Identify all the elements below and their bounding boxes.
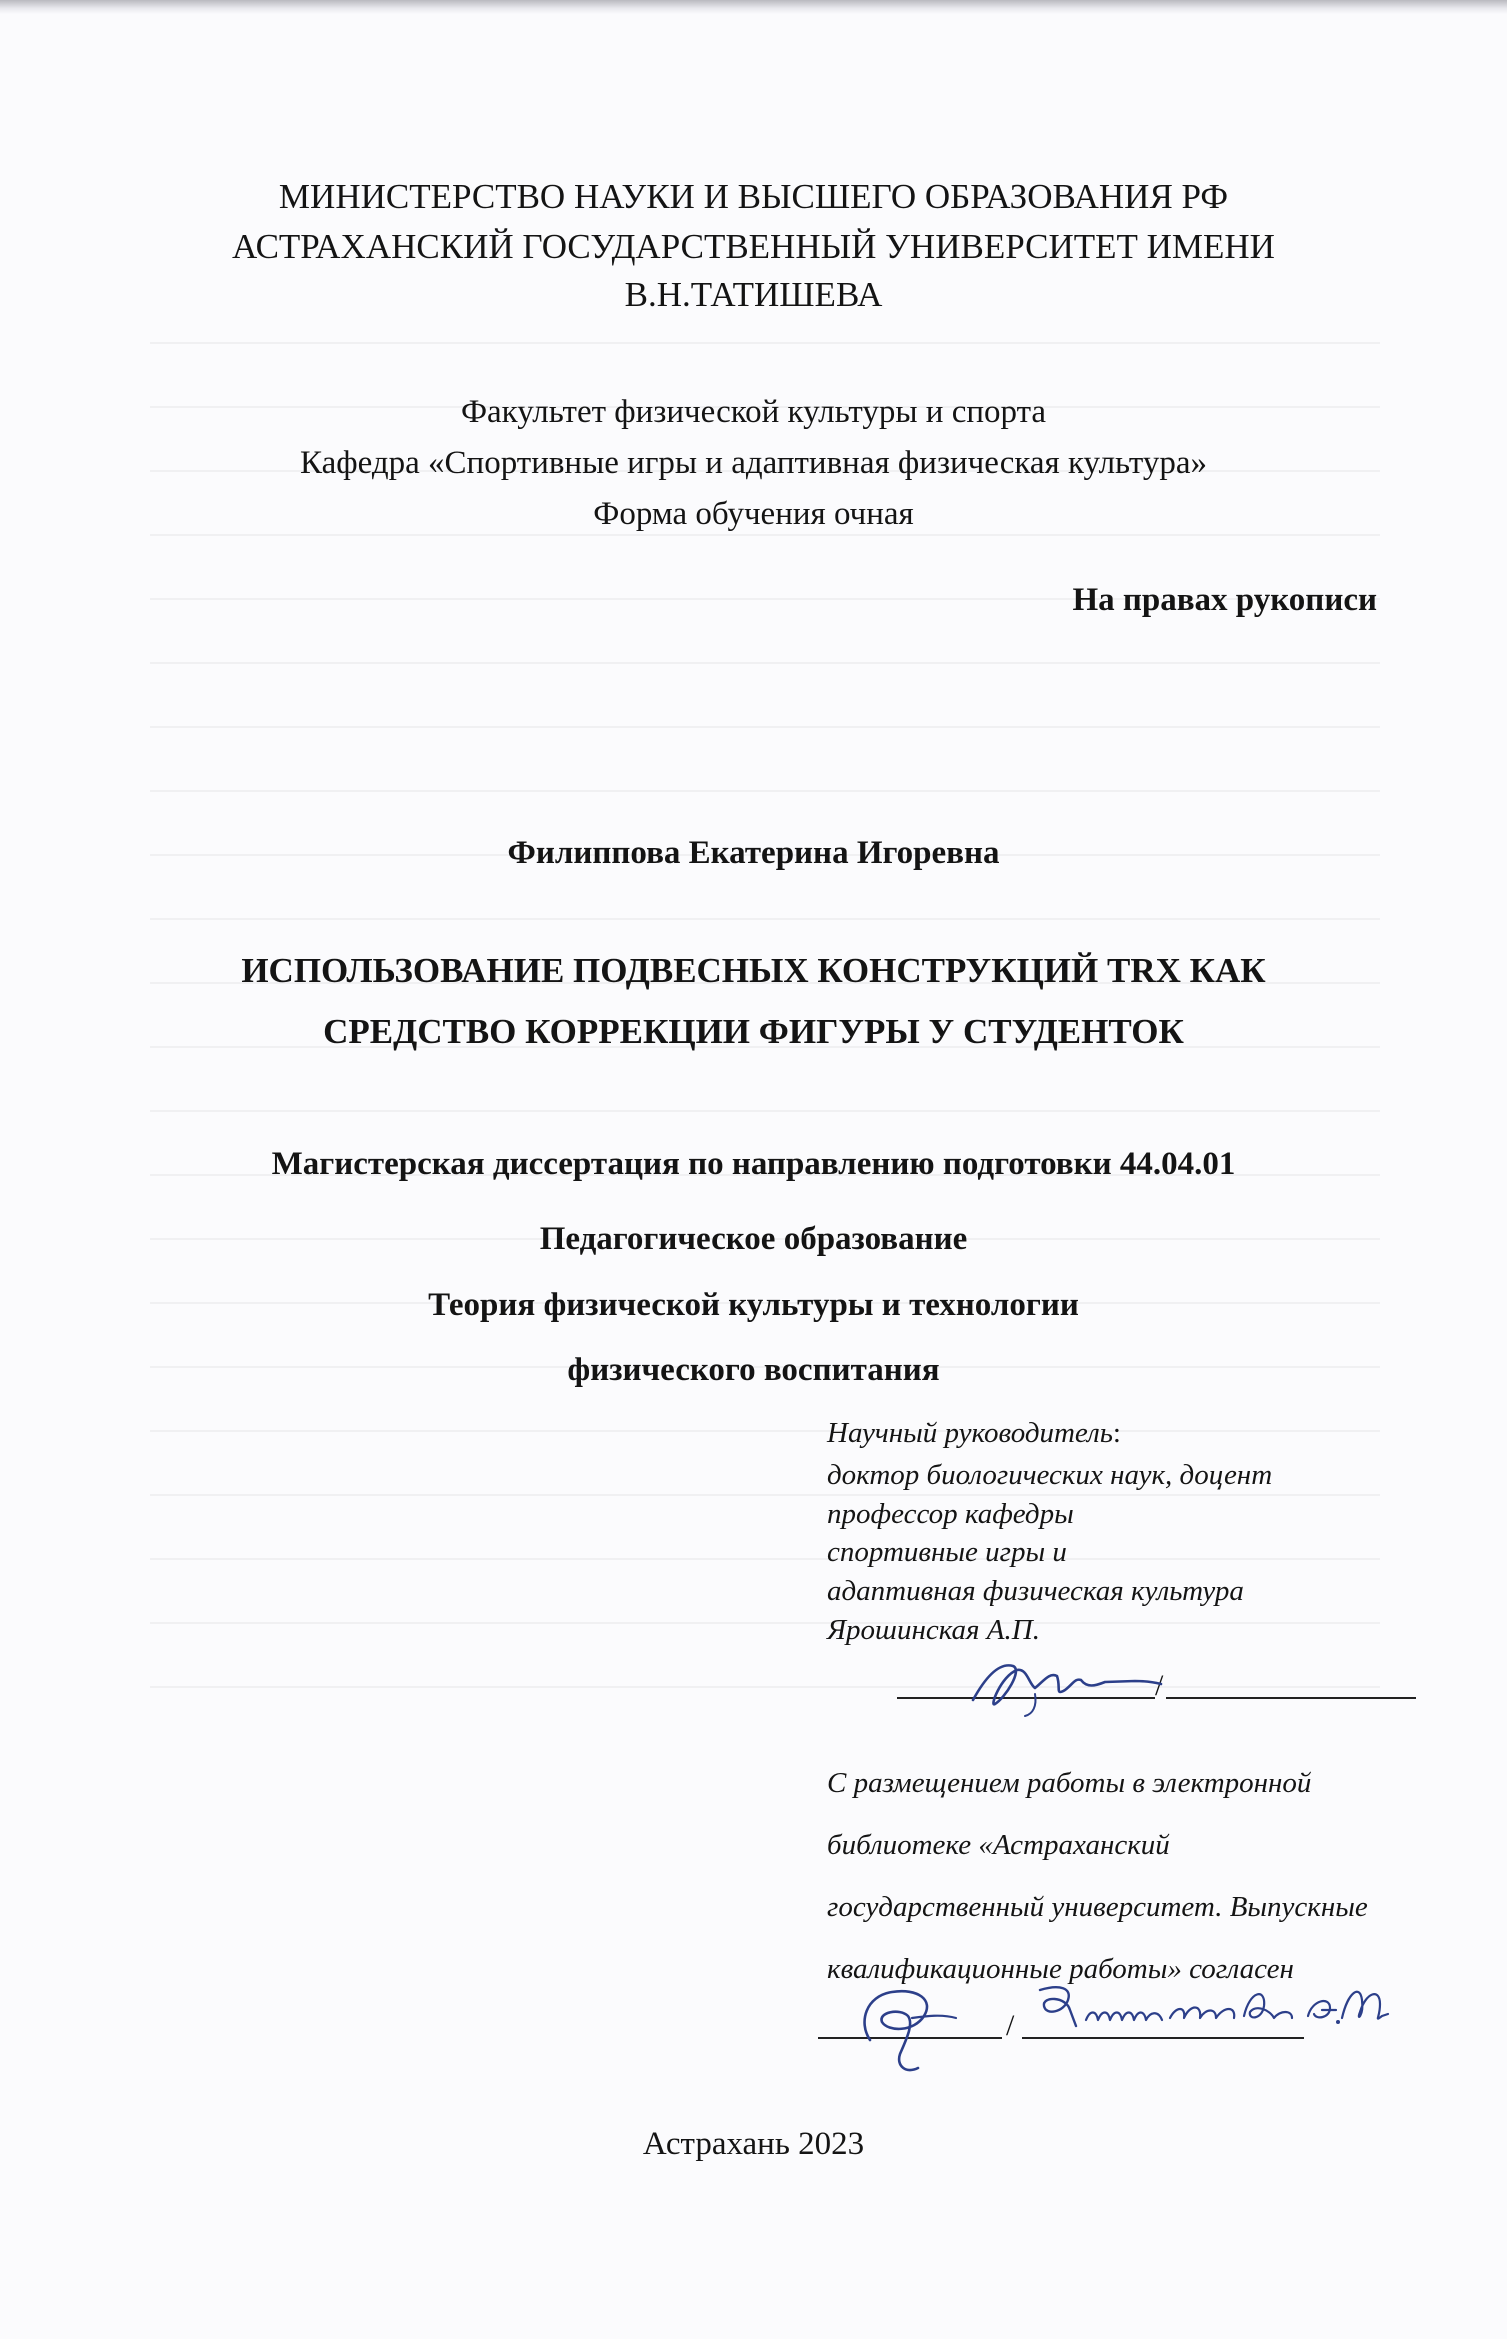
study-form-line: Форма обучения очная: [593, 496, 914, 532]
ministry-line: МИНИСТЕРСТВО НАУКИ И ВЫСШЕГО ОБРАЗОВАНИЯ РФ: [278, 177, 1229, 216]
supervisor-label: Научный руководитель: [827, 1417, 1113, 1449]
supervisor-department-1: спортивные игры и: [827, 1536, 1067, 1568]
thesis-title-line-1: ИСПОЛЬЗОВАНИЕ ПОДВЕСНЫХ КОНСТРУКЦИЙ TRX КАК: [241, 951, 1266, 990]
consent-line-4: квалификационные работы» согласен: [827, 1953, 1294, 1985]
department-line: Кафедра «Спортивные игры и адаптивная физическая культура»: [300, 445, 1207, 481]
faculty-line: Факультет физической культуры и спорта: [460, 394, 1047, 430]
consent-line-1: С размещением работы в электронной: [827, 1767, 1312, 1799]
direction-line: Педагогическое образование: [539, 1221, 968, 1257]
supervisor-signature: [965, 1648, 1165, 1718]
consent-line-3: государственный университет. Выпускные: [827, 1891, 1368, 1923]
city-year: Астрахань 2023: [642, 2126, 865, 2162]
supervisor-degree: доктор биологических наук, доцент: [827, 1459, 1273, 1491]
profile-line-2: физического воспитания: [567, 1352, 940, 1388]
thesis-title-line-2: СРЕДСТВО КОРРЕКЦИИ ФИГУРЫ У СТУДЕНТОК: [323, 1012, 1184, 1051]
supervisor-signature-slash: /: [1155, 1669, 1164, 1702]
scan-edge: [0, 0, 1507, 14]
university-line-2: В.Н.ТАТИШЕВА: [624, 275, 883, 314]
consent-line-2: библиотеке «Астраханский: [827, 1829, 1170, 1861]
supervisor-label-line: [827, 1415, 1467, 1451]
university-line-1: АСТРАХАНСКИЙ ГОСУДАРСТВЕННЫЙ УНИВЕРСИТЕТ ИМЕНИ: [232, 227, 1275, 266]
author-name: Филиппова Екатерина Игоревна: [507, 835, 1000, 871]
supervisor-department-2: адаптивная физическая культура: [827, 1575, 1244, 1607]
supervisor-name-line: [1166, 1697, 1416, 1699]
consent-signature: [852, 1970, 972, 2080]
supervisor-position: профессор кафедры: [827, 1498, 1074, 1530]
manuscript-note: На правах рукописи: [1072, 582, 1377, 618]
consent-handwritten-name: [1030, 1970, 1410, 2050]
thesis-type-line: Магистерская диссертация по направлению подготовки 44.04.01: [271, 1146, 1236, 1182]
supervisor-name: Ярошинская А.П.: [827, 1614, 1040, 1646]
supervisor-colon: :: [1112, 1417, 1121, 1449]
profile-line-1: Теория физической культуры и технологии: [428, 1287, 1079, 1323]
consent-signature-slash: /: [1006, 2009, 1015, 2042]
